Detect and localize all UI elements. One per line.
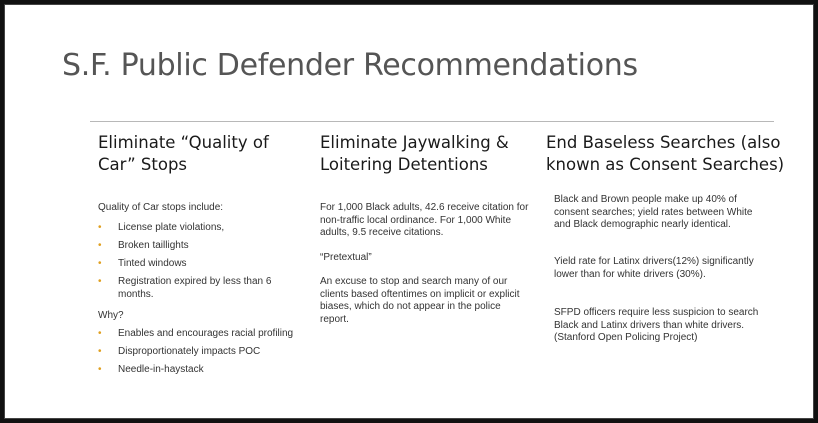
column-heading-line1: Eliminate “Quality of: [98, 133, 269, 152]
list-item: [98, 276, 308, 301]
column-heading-line1: End Baseless Searches (also: [546, 133, 781, 152]
bullet-icon: •: [98, 240, 102, 251]
yield-rate-paragraph: Yield rate for Latinx drivers(12%) significantly lower than for white drivers (30%).: [554, 256, 754, 280]
column-heading: [320, 132, 535, 176]
list-item-text: Tinted windows: [118, 258, 187, 269]
bullet-icon: •: [98, 328, 102, 339]
column-heading: [98, 132, 308, 176]
suspicion-paragraph: SFPD officers require less suspicion to search Black and Latinx drivers than white drivers. (Stanford Open Policing Project): [554, 307, 759, 343]
list-item: [98, 364, 308, 377]
pretextual-label: “Pretextual”: [320, 252, 372, 263]
list-item: [98, 328, 308, 341]
column-heading-line2: Car” Stops: [98, 155, 188, 174]
list-item-text: Enables and encourages racial profiling: [118, 328, 294, 339]
bullet-icon: •: [98, 222, 102, 233]
list-intro: Quality of Car stops include:: [98, 202, 224, 213]
stop-types-list: [98, 222, 308, 307]
consent-search-stats: Black and Brown people make up 40% of consent searches; yield rates between White and Black demographic nearly identical.: [554, 194, 753, 230]
column-jaywalking: [320, 132, 535, 325]
title-divider: [90, 121, 774, 122]
list-item: [98, 222, 308, 235]
bullet-icon: •: [98, 364, 102, 375]
slide-title: S.F. Public Defender Recommendations: [62, 48, 638, 83]
list-item: [98, 346, 308, 359]
column-heading-line1: Eliminate Jaywalking &: [320, 133, 509, 152]
list-item: [98, 240, 308, 253]
column-heading-line2: known as Consent Searches): [546, 155, 785, 174]
column-consent-searches: [546, 132, 786, 343]
list-item-text: Needle-in-haystack: [118, 364, 204, 375]
bullet-icon: •: [98, 258, 102, 269]
list-item-text: Registration expired by less than 6 months.: [118, 276, 272, 300]
pretextual-explanation: An excuse to stop and search many of our clients based oftentimes on implicit or explicit biases, which do not appear in the police report.: [320, 276, 520, 325]
list-item-text: Disproportionately impacts POC: [118, 346, 261, 357]
list-item: [98, 258, 308, 271]
column-quality-of-car: [98, 132, 308, 375]
reasons-list: [98, 328, 308, 382]
bullet-icon: •: [98, 346, 102, 357]
list-item-text: License plate violations,: [118, 222, 225, 233]
column-heading: [546, 132, 786, 176]
column-heading-line2: Loitering Detentions: [320, 155, 488, 174]
citation-stats-paragraph: For 1,000 Black adults, 42.6 receive citation for non-traffic local ordinance. For 1,000 White adults, 9.5 receive citations.: [320, 202, 529, 238]
bullet-icon: •: [98, 276, 102, 287]
why-label: Why?: [98, 310, 124, 321]
list-item-text: Broken taillights: [118, 240, 189, 251]
